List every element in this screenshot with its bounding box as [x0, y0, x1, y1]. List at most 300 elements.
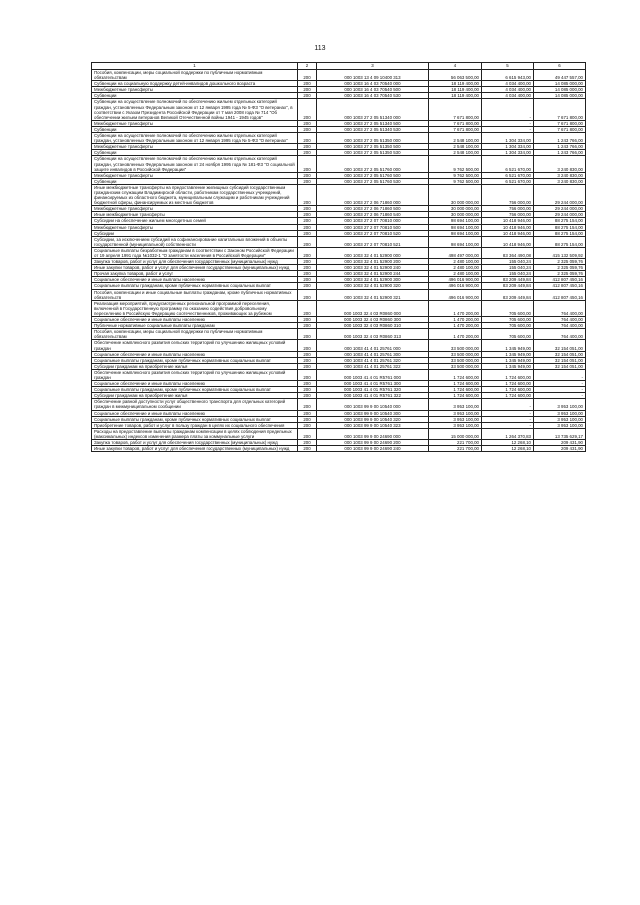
- expense-name-cell: Социальные выплаты гражданам, кроме публичных нормативных социальных выплат: [92, 387, 298, 393]
- approved-amount-cell: 98 694 100,00: [429, 230, 482, 236]
- approved-amount-cell: 7 671 800,00: [429, 126, 482, 132]
- expense-name-cell: Закупка товаров, работ и услуг для обеспечения государственных (муниципальных) нужд: [92, 440, 298, 446]
- unexecuted-amount-cell: 209 431,90: [534, 440, 586, 446]
- line-code-cell: 200: [298, 422, 317, 428]
- line-code-cell: 200: [298, 172, 317, 178]
- line-code-cell: 200: [298, 393, 317, 399]
- line-code-cell: 200: [298, 428, 317, 439]
- unexecuted-amount-cell: -: [534, 369, 586, 380]
- classification-code-cell: 000 1003 13 4 09 10400 313: [317, 70, 429, 81]
- executed-amount-cell: 705 600,00: [482, 300, 534, 316]
- classification-code-cell: 000 1003 32 4 03 R0860 000: [317, 300, 429, 316]
- classification-code-cell: 000 1003 32 4 01 52900 000: [317, 247, 429, 258]
- line-code-cell: 200: [298, 133, 317, 144]
- line-code-cell: 200: [298, 323, 317, 329]
- approved-amount-cell: 2 480 100,00: [429, 271, 482, 277]
- executed-amount-cell: 10 418 946,00: [482, 236, 534, 247]
- expense-name-cell: Иные закупки товаров, работ и услуг для обеспечения государственных (муниципальных) нужд: [92, 446, 298, 452]
- approved-amount-cell: 1 470 200,00: [429, 317, 482, 323]
- column-header-1: 1: [92, 63, 298, 70]
- unexecuted-amount-cell: 2 325 059,76: [534, 265, 586, 271]
- column-header-2: 2: [298, 63, 317, 70]
- expense-name-cell: Иные закупки товаров, работ и услуг для обеспечения государственных (муниципальных) нужд: [92, 265, 298, 271]
- line-code-cell: 200: [298, 247, 317, 258]
- line-code-cell: 200: [298, 340, 317, 351]
- approved-amount-cell: 18 119 400,00: [429, 93, 482, 99]
- classification-code-cell: 000 1003 16 4 03 70540 000: [317, 81, 429, 87]
- approved-amount-cell: 9 762 500,00: [429, 156, 482, 172]
- classification-code-cell: 000 1003 41 4 01 25761 000: [317, 340, 429, 351]
- unexecuted-amount-cell: 49 447 557,00: [534, 70, 586, 81]
- expense-name-cell: Субвенции на осуществление полномочий по обеспечению жильем отдельных категорий граждан, установленных Федеральным законом от 12 января 1995 года № 5-ФЗ "О ветеранах": [92, 133, 298, 144]
- approved-amount-cell: 33 500 000,00: [429, 351, 482, 357]
- line-code-cell: 200: [298, 399, 317, 410]
- line-code-cell: 200: [298, 446, 317, 452]
- approved-amount-cell: 3 953 100,00: [429, 410, 482, 416]
- classification-code-cell: 000 1003 41 4 01 25761 320: [317, 357, 429, 363]
- classification-code-cell: 000 1003 27 2 06 71860 500: [317, 206, 429, 212]
- line-code-cell: 200: [298, 416, 317, 422]
- executed-amount-cell: 4 034 400,00: [482, 87, 534, 93]
- classification-code-cell: 000 1003 27 2 07 70810 500: [317, 224, 429, 230]
- line-code-cell: 200: [298, 120, 317, 126]
- line-code-cell: 200: [298, 277, 317, 283]
- approved-amount-cell: 2 548 100,00: [429, 150, 482, 156]
- unexecuted-amount-cell: 412 807 450,16: [534, 277, 586, 283]
- unexecuted-amount-cell: 29 244 000,00: [534, 212, 586, 218]
- page-number: 113: [314, 45, 326, 52]
- expense-name-cell: Субсидии на обеспечение жильем многодетных семей: [92, 218, 298, 224]
- executed-amount-cell: 705 600,00: [482, 323, 534, 329]
- approved-amount-cell: 7 671 800,00: [429, 99, 482, 120]
- expense-name-cell: Субвенции на социальную поддержку детей-инвалидов дошкольного возраста: [92, 81, 298, 87]
- column-header-5: 5: [482, 63, 534, 70]
- unexecuted-amount-cell: 88 275 154,00: [534, 218, 586, 224]
- classification-code-cell: 000 1003 41 4 01 25761 300: [317, 351, 429, 357]
- table-row: [92, 428, 586, 439]
- table-row: [92, 340, 586, 351]
- table-row: [92, 184, 586, 205]
- unexecuted-amount-cell: 1 243 766,00: [534, 150, 586, 156]
- table-row: [92, 133, 586, 144]
- classification-code-cell: 000 1003 27 2 07 70810 000: [317, 218, 429, 224]
- expense-name-cell: Расходы на предоставление выплаты гражданам компенсации в целях соблюдения предельных (максимальных) индексов изменения размера платы за коммунальные услуги: [92, 428, 298, 439]
- approved-amount-cell: 496 016 900,00: [429, 277, 482, 283]
- executed-amount-cell: 83 364 490,08: [482, 247, 534, 258]
- expense-name-cell: Социальное обеспечение и иные выплаты населению: [92, 351, 298, 357]
- classification-code-cell: 000 1003 99 9 00 24690 000: [317, 428, 429, 439]
- unexecuted-amount-cell: 88 275 154,00: [534, 230, 586, 236]
- line-code-cell: 200: [298, 271, 317, 277]
- expense-name-cell: Субсидии гражданам на приобретение жилья: [92, 393, 298, 399]
- approved-amount-cell: 30 000 000,00: [429, 184, 482, 205]
- executed-amount-cell: 1 724 600,00: [482, 381, 534, 387]
- expense-name-cell: Социальные выплаты безработным гражданам в соответствии с Законом Российской Федерации от 19 апреля 1991 года №1032-1 "О занятости населения в Российской Федерации": [92, 247, 298, 258]
- approved-amount-cell: 33 500 000,00: [429, 357, 482, 363]
- executed-amount-cell: -: [482, 399, 534, 410]
- classification-code-cell: 000 1003 32 4 01 52900 244: [317, 271, 429, 277]
- expense-name-cell: Субвенции: [92, 178, 298, 184]
- approved-amount-cell: 56 063 500,00: [429, 70, 482, 81]
- classification-code-cell: 000 1003 41 4 01 25761 322: [317, 363, 429, 369]
- classification-code-cell: 000 1003 27 2 05 51350 000: [317, 133, 429, 144]
- unexecuted-amount-cell: 29 244 000,00: [534, 206, 586, 212]
- table-header-row: [92, 63, 586, 70]
- classification-code-cell: 000 1003 32 4 01 52900 240: [317, 265, 429, 271]
- approved-amount-cell: 9 762 500,00: [429, 178, 482, 184]
- unexecuted-amount-cell: 415 132 509,92: [534, 247, 586, 258]
- line-code-cell: 200: [298, 224, 317, 230]
- approved-amount-cell: 30 000 000,00: [429, 212, 482, 218]
- approved-amount-cell: 1 724 600,00: [429, 387, 482, 393]
- classification-code-cell: 000 1003 27 2 06 71860 540: [317, 212, 429, 218]
- table-body: [92, 70, 586, 452]
- unexecuted-amount-cell: 412 807 450,16: [534, 289, 586, 300]
- expense-name-cell: Приобретение товаров, работ и услуг в пользу граждан в целях их социального обеспечения: [92, 422, 298, 428]
- classification-code-cell: 000 1003 32 4 03 R0860 300: [317, 317, 429, 323]
- line-code-cell: 200: [298, 351, 317, 357]
- executed-amount-cell: 1 264 370,83: [482, 428, 534, 439]
- executed-amount-cell: 1 345 949,00: [482, 357, 534, 363]
- executed-amount-cell: 1 345 949,00: [482, 351, 534, 357]
- approved-amount-cell: 3 953 100,00: [429, 416, 482, 422]
- classification-code-cell: 000 1003 27 2 05 51340 530: [317, 126, 429, 132]
- line-code-cell: 200: [298, 410, 317, 416]
- approved-amount-cell: 3 953 100,00: [429, 422, 482, 428]
- approved-amount-cell: 33 500 000,00: [429, 363, 482, 369]
- classification-code-cell: 000 1003 16 4 03 70540 530: [317, 93, 429, 99]
- unexecuted-amount-cell: 7 671 800,00: [534, 99, 586, 120]
- executed-amount-cell: 6 615 943,00: [482, 70, 534, 81]
- column-header-3: 3: [317, 63, 429, 70]
- classification-code-cell: 000 1003 99 9 00 10540 323: [317, 422, 429, 428]
- approved-amount-cell: 98 694 100,00: [429, 218, 482, 224]
- expense-name-cell: Субсидии: [92, 230, 298, 236]
- expense-name-cell: Обеспечение комплексного развития сельских территорий по улучшению жилищных условий граждан: [92, 340, 298, 351]
- classification-code-cell: 000 1003 99 9 00 24690 240: [317, 446, 429, 452]
- unexecuted-amount-cell: 88 275 154,00: [534, 236, 586, 247]
- classification-code-cell: 000 1003 32 4 01 52900 320: [317, 283, 429, 289]
- line-code-cell: 200: [298, 440, 317, 446]
- executed-amount-cell: 83 209 449,84: [482, 277, 534, 283]
- approved-amount-cell: 18 119 400,00: [429, 81, 482, 87]
- expense-name-cell: Публичные нормативные социальные выплаты гражданам: [92, 323, 298, 329]
- unexecuted-amount-cell: 88 275 154,00: [534, 224, 586, 230]
- expense-name-cell: Закупка товаров, работ и услуг для обеспечения государственных (муниципальных) нужд: [92, 259, 298, 265]
- unexecuted-amount-cell: 7 671 800,00: [534, 126, 586, 132]
- executed-amount-cell: 1 345 949,00: [482, 340, 534, 351]
- line-code-cell: 200: [298, 93, 317, 99]
- expense-name-cell: Обеспечение комплексного развития сельских территорий по улучшению жилищных условий граждан: [92, 369, 298, 380]
- approved-amount-cell: 2 548 100,00: [429, 144, 482, 150]
- approved-amount-cell: 7 671 800,00: [429, 120, 482, 126]
- executed-amount-cell: 756 000,00: [482, 184, 534, 205]
- classification-code-cell: 000 1003 27 2 05 51340 500: [317, 120, 429, 126]
- classification-code-cell: 000 1003 27 2 05 51350 500: [317, 144, 429, 150]
- expense-name-cell: Субвенции на осуществление полномочий по обеспечению жильем отдельных категорий граждан, установленных Федеральным законом от 24 ноября 1995 года № 181-ФЗ "О социальной защите инвалидов в Российской Федерации": [92, 156, 298, 172]
- classification-code-cell: 000 1003 41 4 01 R5761 000: [317, 369, 429, 380]
- approved-amount-cell: 15 000 000,00: [429, 428, 482, 439]
- approved-amount-cell: 1 724 600,00: [429, 369, 482, 380]
- expense-name-cell: Социальное обеспечение и иные выплаты населению: [92, 381, 298, 387]
- line-code-cell: 200: [298, 300, 317, 316]
- unexecuted-amount-cell: 3 953 100,00: [534, 416, 586, 422]
- line-code-cell: 200: [298, 317, 317, 323]
- approved-amount-cell: 98 694 100,00: [429, 236, 482, 247]
- classification-code-cell: 000 1003 99 9 00 10540 320: [317, 416, 429, 422]
- unexecuted-amount-cell: 764 400,00: [534, 300, 586, 316]
- expense-name-cell: Субвенции: [92, 93, 298, 99]
- line-code-cell: 200: [298, 387, 317, 393]
- line-code-cell: 200: [298, 218, 317, 224]
- line-code-cell: 200: [298, 236, 317, 247]
- executed-amount-cell: 6 521 670,00: [482, 156, 534, 172]
- classification-code-cell: 000 1003 27 2 05 51350 530: [317, 150, 429, 156]
- unexecuted-amount-cell: 412 807 450,16: [534, 283, 586, 289]
- approved-amount-cell: 30 000 000,00: [429, 206, 482, 212]
- executed-amount-cell: 83 209 449,84: [482, 283, 534, 289]
- executed-amount-cell: 12 268,10: [482, 440, 534, 446]
- unexecuted-amount-cell: 3 953 100,00: [534, 410, 586, 416]
- approved-amount-cell: 498 497 000,00: [429, 247, 482, 258]
- line-code-cell: 200: [298, 259, 317, 265]
- executed-amount-cell: 83 209 449,84: [482, 289, 534, 300]
- unexecuted-amount-cell: 14 085 000,00: [534, 87, 586, 93]
- unexecuted-amount-cell: 13 735 629,17: [534, 428, 586, 439]
- line-code-cell: 200: [298, 357, 317, 363]
- unexecuted-amount-cell: 2 325 059,76: [534, 259, 586, 265]
- expense-name-cell: Социальные выплаты гражданам, кроме публичных нормативных социальных выплат: [92, 416, 298, 422]
- table-row: [92, 369, 586, 380]
- unexecuted-amount-cell: 3 953 100,00: [534, 422, 586, 428]
- unexecuted-amount-cell: 3 240 830,00: [534, 178, 586, 184]
- approved-amount-cell: 1 470 200,00: [429, 323, 482, 329]
- table-row: [92, 300, 586, 316]
- classification-code-cell: 000 1003 32 4 01 52900 200: [317, 259, 429, 265]
- classification-code-cell: 000 1003 27 2 05 51760 500: [317, 172, 429, 178]
- unexecuted-amount-cell: 32 154 051,00: [534, 357, 586, 363]
- executed-amount-cell: 1 724 600,00: [482, 393, 534, 399]
- table-row: [92, 156, 586, 172]
- table-row: [92, 399, 586, 410]
- expense-name-cell: Пособия, компенсации, меры социальной поддержки по публичным нормативным обязательствам: [92, 329, 298, 340]
- expense-name-cell: Социальные выплаты гражданам, кроме публичных нормативных социальных выплат: [92, 283, 298, 289]
- expense-name-cell: Иные межбюджетные трансферты: [92, 212, 298, 218]
- classification-code-cell: 000 1003 99 9 00 10540 000: [317, 399, 429, 410]
- executed-amount-cell: 4 034 400,00: [482, 93, 534, 99]
- line-code-cell: 200: [298, 87, 317, 93]
- line-code-cell: 200: [298, 206, 317, 212]
- approved-amount-cell: 2 548 100,00: [429, 133, 482, 144]
- unexecuted-amount-cell: 29 244 000,00: [534, 184, 586, 205]
- expense-name-cell: Межбюджетные трансферты: [92, 144, 298, 150]
- line-code-cell: 200: [298, 283, 317, 289]
- budget-execution-table: [91, 62, 586, 452]
- unexecuted-amount-cell: 32 154 051,00: [534, 363, 586, 369]
- classification-code-cell: 000 1003 32 4 03 R0860 310: [317, 323, 429, 329]
- line-code-cell: 200: [298, 369, 317, 380]
- unexecuted-amount-cell: 32 154 051,00: [534, 340, 586, 351]
- approved-amount-cell: 2 480 100,00: [429, 259, 482, 265]
- executed-amount-cell: 4 034 400,00: [482, 81, 534, 87]
- expense-name-cell: Иные межбюджетные трансферты на предоставление жилищных субсидий государственным гражданским служащим Владимирской области, работникам государственных учреждений, финансируемых из областного бюджета, муниципальным служащим и работникам учреждений бюджетной сферы, финансируемых из местных бюджетов: [92, 184, 298, 205]
- approved-amount-cell: 496 016 900,00: [429, 289, 482, 300]
- executed-amount-cell: 1 304 334,00: [482, 150, 534, 156]
- approved-amount-cell: 496 016 900,00: [429, 283, 482, 289]
- line-code-cell: 200: [298, 184, 317, 205]
- line-code-cell: 200: [298, 144, 317, 150]
- executed-amount-cell: -: [482, 416, 534, 422]
- line-code-cell: 200: [298, 150, 317, 156]
- executed-amount-cell: 756 000,00: [482, 206, 534, 212]
- line-code-cell: 200: [298, 70, 317, 81]
- executed-amount-cell: 155 040,24: [482, 271, 534, 277]
- classification-code-cell: 000 1003 41 4 01 R5761 320: [317, 387, 429, 393]
- classification-code-cell: 000 1003 99 9 00 24690 200: [317, 440, 429, 446]
- classification-code-cell: 000 1003 27 2 06 71860 000: [317, 184, 429, 205]
- executed-amount-cell: 1 345 949,00: [482, 363, 534, 369]
- line-code-cell: 200: [298, 81, 317, 87]
- unexecuted-amount-cell: 764 400,00: [534, 329, 586, 340]
- unexecuted-amount-cell: 1 243 766,00: [534, 133, 586, 144]
- table-row: [92, 236, 586, 247]
- expense-name-cell: Субсидии, за исключением субсидий на софинансирование капитальных вложений в объекты государственной (муниципальной) собственности: [92, 236, 298, 247]
- expense-name-cell: Социальное обеспечение и иные выплаты населению: [92, 277, 298, 283]
- line-code-cell: 200: [298, 99, 317, 120]
- line-code-cell: 200: [298, 178, 317, 184]
- approved-amount-cell: 3 953 100,00: [429, 399, 482, 410]
- classification-code-cell: 000 1003 41 4 01 R5761 300: [317, 381, 429, 387]
- approved-amount-cell: 2 480 100,00: [429, 265, 482, 271]
- approved-amount-cell: 33 500 000,00: [429, 340, 482, 351]
- expense-name-cell: Межбюджетные трансферты: [92, 87, 298, 93]
- unexecuted-amount-cell: 209 431,90: [534, 446, 586, 452]
- line-code-cell: 200: [298, 230, 317, 236]
- line-code-cell: 200: [298, 156, 317, 172]
- executed-amount-cell: 6 521 670,00: [482, 172, 534, 178]
- unexecuted-amount-cell: 764 400,00: [534, 323, 586, 329]
- unexecuted-amount-cell: -: [534, 393, 586, 399]
- unexecuted-amount-cell: 32 154 051,00: [534, 351, 586, 357]
- line-code-cell: 200: [298, 289, 317, 300]
- executed-amount-cell: 705 600,00: [482, 317, 534, 323]
- executed-amount-cell: 10 418 946,00: [482, 218, 534, 224]
- table-row: [92, 289, 586, 300]
- executed-amount-cell: 6 521 670,00: [482, 178, 534, 184]
- unexecuted-amount-cell: 764 400,00: [534, 317, 586, 323]
- unexecuted-amount-cell: -: [534, 381, 586, 387]
- executed-amount-cell: 705 600,00: [482, 329, 534, 340]
- approved-amount-cell: 221 700,00: [429, 446, 482, 452]
- unexecuted-amount-cell: 3 240 830,00: [534, 172, 586, 178]
- column-header-4: 4: [429, 63, 482, 70]
- executed-amount-cell: -: [482, 422, 534, 428]
- approved-amount-cell: 18 119 400,00: [429, 87, 482, 93]
- executed-amount-cell: 1 304 334,00: [482, 144, 534, 150]
- table-row: [92, 446, 586, 452]
- expense-name-cell: Межбюджетные трансферты: [92, 206, 298, 212]
- line-code-cell: 200: [298, 381, 317, 387]
- executed-amount-cell: 10 418 946,00: [482, 230, 534, 236]
- line-code-cell: 200: [298, 212, 317, 218]
- expense-name-cell: Реализация мероприятий, предусмотренных региональной программой переселения, включенной в Государственную программу по оказанию содействия добровольному переселению в Российскую Федерацию соотечественников, проживающих за рубежом: [92, 300, 298, 316]
- expense-name-cell: Социальное обеспечение и иные выплаты населению: [92, 410, 298, 416]
- approved-amount-cell: 1 470 200,00: [429, 300, 482, 316]
- expense-name-cell: Межбюджетные трансферты: [92, 120, 298, 126]
- classification-code-cell: 000 1003 99 9 00 10540 300: [317, 410, 429, 416]
- executed-amount-cell: 1 724 600,00: [482, 387, 534, 393]
- unexecuted-amount-cell: 3 953 100,00: [534, 399, 586, 410]
- approved-amount-cell: 221 700,00: [429, 440, 482, 446]
- executed-amount-cell: -: [482, 120, 534, 126]
- expense-name-cell: Субсидии гражданам на приобретение жилья: [92, 363, 298, 369]
- table-row: [92, 247, 586, 258]
- table-row: [92, 70, 586, 81]
- expense-name-cell: Субвенции на осуществление полномочий по обеспечению жильем отдельных категорий граждан, установленных Федеральным законом от 12 января 1995 года № 5-ФЗ "О ветеранах", в соответствии с Указом Президента Российской Федерации от 7 мая 2008 года № 714 "Об обеспечении жильем ветеранов Великой Отечественной войны 1941 - 1945 годов": [92, 99, 298, 120]
- expense-name-cell: Прочая закупка товаров, работ и услуг: [92, 271, 298, 277]
- expense-name-cell: Пособия, компенсации, меры социальной поддержки по публичным нормативным обязательствам: [92, 70, 298, 81]
- unexecuted-amount-cell: 14 085 000,00: [534, 93, 586, 99]
- classification-code-cell: 000 1003 27 2 05 51760 000: [317, 156, 429, 172]
- classification-code-cell: 000 1003 32 4 01 52900 300: [317, 277, 429, 283]
- expense-name-cell: Пособия, компенсации и иные социальные выплаты гражданам, кроме публичных нормативных обязательств: [92, 289, 298, 300]
- unexecuted-amount-cell: 1 243 766,00: [534, 144, 586, 150]
- executed-amount-cell: 155 040,24: [482, 265, 534, 271]
- executed-amount-cell: 10 418 946,00: [482, 224, 534, 230]
- expense-name-cell: Обеспечение равной доступности услуг общественного транспорта для отдельных категорий граждан в межмуниципальном сообщении: [92, 399, 298, 410]
- executed-amount-cell: -: [482, 410, 534, 416]
- approved-amount-cell: 9 762 500,00: [429, 172, 482, 178]
- line-code-cell: 200: [298, 265, 317, 271]
- approved-amount-cell: 98 694 100,00: [429, 224, 482, 230]
- classification-code-cell: 000 1003 41 4 01 R5761 322: [317, 393, 429, 399]
- approved-amount-cell: 1 470 200,00: [429, 329, 482, 340]
- expense-name-cell: Социальное обеспечение и иные выплаты населению: [92, 317, 298, 323]
- expense-name-cell: Субвенции: [92, 126, 298, 132]
- classification-code-cell: 000 1003 32 4 01 52900 321: [317, 289, 429, 300]
- classification-code-cell: 000 1003 32 4 03 R0860 313: [317, 329, 429, 340]
- executed-amount-cell: 1 724 600,00: [482, 369, 534, 380]
- unexecuted-amount-cell: 7 671 800,00: [534, 120, 586, 126]
- approved-amount-cell: 1 724 600,00: [429, 381, 482, 387]
- executed-amount-cell: 1 304 334,00: [482, 133, 534, 144]
- table-row: [92, 329, 586, 340]
- expense-name-cell: Межбюджетные трансферты: [92, 172, 298, 178]
- executed-amount-cell: 756 000,00: [482, 212, 534, 218]
- executed-amount-cell: -: [482, 126, 534, 132]
- classification-code-cell: 000 1003 27 2 07 70810 521: [317, 236, 429, 247]
- expense-name-cell: Социальные выплаты гражданам, кроме публичных нормативных социальных выплат: [92, 357, 298, 363]
- classification-code-cell: 000 1003 27 2 05 51760 530: [317, 178, 429, 184]
- unexecuted-amount-cell: 3 240 830,00: [534, 156, 586, 172]
- column-header-6: 6: [534, 63, 586, 70]
- executed-amount-cell: -: [482, 99, 534, 120]
- line-code-cell: 200: [298, 329, 317, 340]
- classification-code-cell: 000 1003 27 2 07 70810 520: [317, 230, 429, 236]
- expense-name-cell: Субвенции: [92, 150, 298, 156]
- line-code-cell: 200: [298, 126, 317, 132]
- table-row: [92, 99, 586, 120]
- expense-name-cell: Межбюджетные трансферты: [92, 224, 298, 230]
- unexecuted-amount-cell: 14 085 000,00: [534, 81, 586, 87]
- classification-code-cell: 000 1003 16 4 03 70540 500: [317, 87, 429, 93]
- executed-amount-cell: 12 268,10: [482, 446, 534, 452]
- executed-amount-cell: 155 040,24: [482, 259, 534, 265]
- unexecuted-amount-cell: -: [534, 387, 586, 393]
- unexecuted-amount-cell: 2 325 059,76: [534, 271, 586, 277]
- classification-code-cell: 000 1003 27 2 05 51340 000: [317, 99, 429, 120]
- line-code-cell: 200: [298, 363, 317, 369]
